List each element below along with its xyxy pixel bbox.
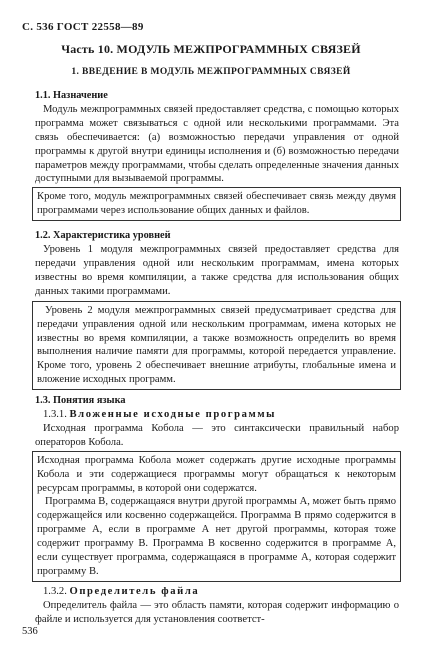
- paragraph-1-1: Модуль межпрограммных связей предоставляет средства, с помощью которых программа может связываться с одной или несколькими программами. Эта связь обеспечивается: (а) возможностью передачи управления от одной программы к другой внутри единицы исполнения и (б) возможностью передачи параметров между программами, чтобы сделать определенные значения данных доступными для вызываемой программы.: [35, 103, 399, 185]
- paragraph-1-3-1: Исходная программа Кобола — это синтаксически правильный набор операторов Кобола.: [35, 422, 399, 448]
- heading-1-1: 1.1. Назначение: [35, 90, 108, 101]
- level2-box-1-3-1: [32, 451, 401, 582]
- page-number: 536: [22, 626, 38, 637]
- paragraph-1-2-box: Уровень 2 модуля межпрограммных связей предусматривает средства для передачи управления одной или нескольким программам, имена которых не известны во время компиляции, а также возможность определить во время выполнения наличие памяти для программы, которой передается управление. Кроме того, уровень 2 обеспечивает внешние атрибуты, глобальные имена и вложение исходных программ.: [37, 304, 396, 386]
- heading-1-3-1-title: Вложенные исходные программы: [69, 409, 277, 421]
- paragraph-1-3-1-box-a: Исходная программа Кобола может содержать другие исходные программы Кобола и эти содержащиеся программы могут обращаться к некоторым ресурсам программы, в которой они содержатся.: [37, 454, 396, 494]
- heading-1-3-2: [35, 585, 399, 599]
- paragraph-1-3-2: Определитель файла — это область памяти, которая содержит информацию о файле и используется для установления соответст-: [35, 599, 399, 625]
- running-header: С. 536 ГОСТ 22558—89: [22, 21, 144, 33]
- paragraph-1-2: Уровень 1 модуля межпрограммных связей предоставляет средства для передачи управления одной или нескольким программам, имена которых известны во время компиляции, а также средства для использования общих данных такими программами.: [35, 244, 399, 297]
- body-text: [35, 89, 399, 627]
- part-title: Часть 10. МОДУЛЬ МЕЖПРОГРАММНЫХ СВЯЗЕЙ: [61, 42, 361, 56]
- level2-box-1-1: [32, 187, 401, 221]
- heading-1-3: 1.3. Понятия языка: [35, 395, 126, 407]
- level2-box-1-2: [32, 301, 401, 390]
- heading-1-3-2-number: 1.3.2.: [43, 585, 67, 597]
- paragraph-1-3-1-box-b: Программа В, содержащаяся внутри другой программы А, может быть прямо содержащейся или косвенно содержащейся. Программа В прямо содержится в программе А, если в программе А нет другой программы, которая тоже содержит программу В. Программа В косвенно содержится в программе А, если существует программа, содержащаяся в программе А, которая содержит программу В.: [37, 496, 396, 577]
- heading-1-3-1: [35, 408, 399, 422]
- section-title: 1. ВВЕДЕНИЕ В МОДУЛЬ МЕЖПРОГРАММНЫХ СВЯЗЕЙ: [71, 67, 351, 77]
- heading-1-3-1-number: 1.3.1.: [43, 409, 67, 421]
- heading-1-3-2-title: Определитель файла: [69, 585, 200, 597]
- heading-1-2: 1.2. Характеристика уровней: [35, 230, 171, 242]
- paragraph-1-1-box: Кроме того, модуль межпрограммных связей обеспечивает связь между двумя программами через использование общих данных и файлов.: [37, 191, 396, 217]
